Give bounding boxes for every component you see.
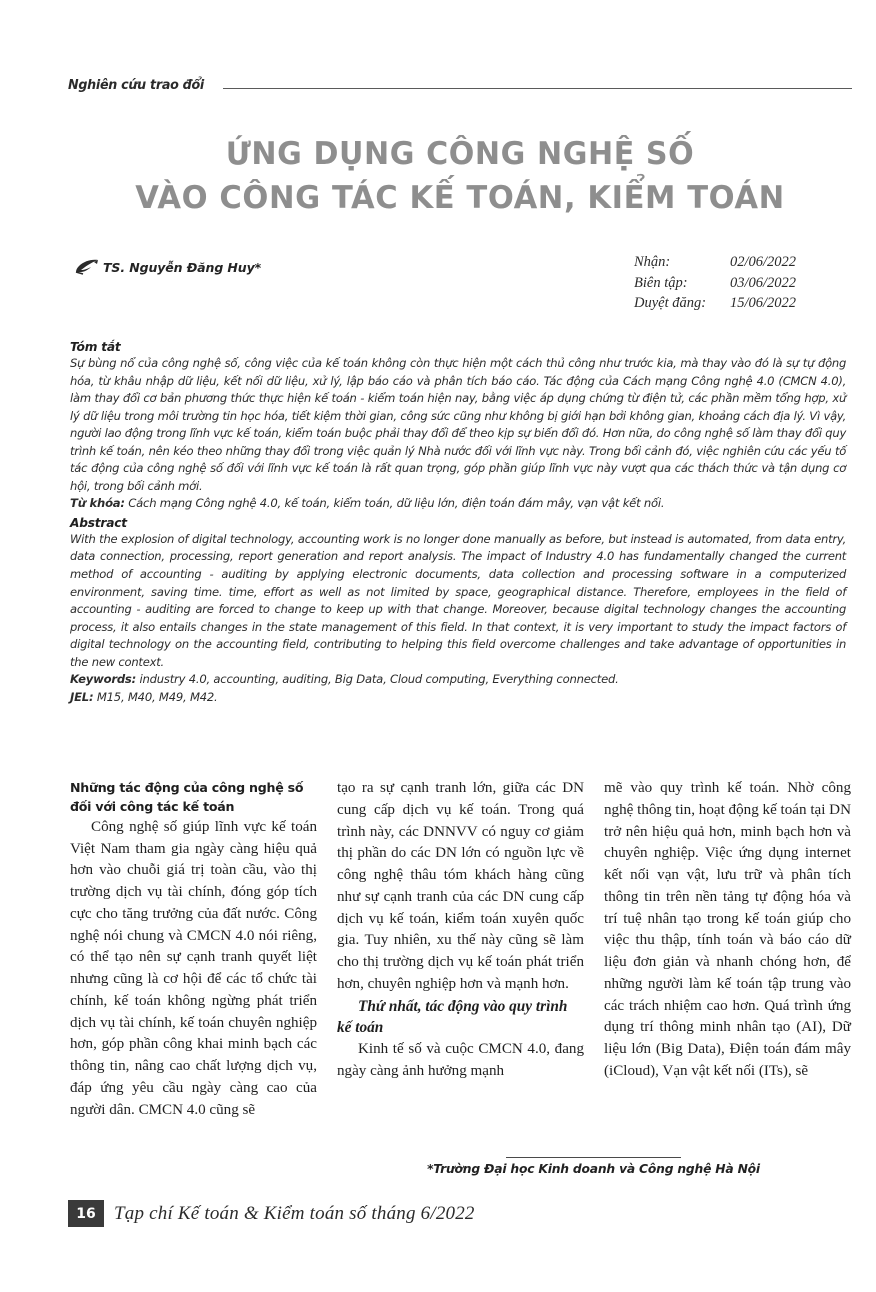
title-line-2: VÀO CÔNG TÁC KẾ TOÁN, KIỂM TOÁN	[135, 180, 785, 216]
author-name: TS. Nguyễn Đăng Huy*	[103, 259, 262, 275]
title-line-1: ỨNG DỤNG CÔNG NGHỆ SỐ	[225, 136, 695, 172]
column-2	[337, 778, 584, 1168]
page-title	[68, 132, 852, 220]
date-label-received: Nhận:	[634, 254, 671, 270]
submission-dates	[634, 252, 844, 314]
abstract-vi-heading: Tóm tắt	[70, 340, 121, 354]
footnote	[337, 1157, 850, 1176]
section-heading: Những tác động của công nghệ số đối với công tác kế toán	[70, 780, 304, 815]
jel-label: JEL:	[70, 689, 94, 704]
keywords-vi-line	[70, 495, 850, 513]
running-head	[68, 74, 852, 96]
column-2-paragraph-1: tạo ra sự cạnh tranh lớn, giữa các DN cung cấp dịch vụ kế toán. Trong quá trình này, các DNNVV có nguy cơ giảm thị phần do các DN lớn có nguồn lực về công nghệ thâu tóm khách hàng cũng như sự cạnh tranh của các DN cung cấp dịch vụ kế toán, kiểm toán xuyên quốc gia. Tuy nhiên, xu thế này cũng sẽ làm cho thị trường dịch vụ kế toán phát triển hơn, chuyên nghiệp hơn và mạnh hơn.	[337, 780, 584, 992]
keywords-vi-value: Cách mạng Công nghệ 4.0, kế toán, kiểm toán, dữ liệu lớn, điện toán đám mây, vạn vật kết nối.	[128, 496, 665, 511]
column-1-paragraph-1: Công nghệ số giúp lĩnh vực kế toán Việt Nam tham gia ngày càng hiệu quả hơn vào chuỗi giá trị toàn cầu, vào thị trường dịch vụ tài chính, đóng góp tích cực cho tăng trưởng của đất nước. Công nghệ nói chung và CMCN 4.0 nói riêng, có thể tạo nên sự cạnh tranh quyết liệt nhưng cũng là cơ hội để các tổ chức tài chính, kế toán không ngừng phát triển dịch vụ tài chính, kế toán chuyên nghiệp hơn, góp phần công khai minh bạch các thông tin, nâng cao chất lượng dịch vụ, đáp ứng yêu cầu ngày càng cao của người dân. CMCN 4.0 cũng sẽ	[70, 818, 317, 1118]
jel-value: M15, M40, M49, M42.	[96, 689, 218, 704]
page-footer	[68, 1200, 852, 1227]
column-3	[604, 778, 851, 1168]
date-label-approved: Duyệt đăng:	[634, 295, 707, 311]
footnote-rule	[506, 1157, 681, 1158]
running-head-label: Nghiên cứu trao đổi	[68, 77, 204, 93]
keywords-en-label: Keywords:	[70, 672, 137, 687]
date-row-edited	[634, 273, 844, 294]
keywords-en-line	[70, 671, 850, 689]
abstract-en-body: With the explosion of digital technology, accounting work is no longer done manually as before, but instead is automated, from data entry, data connection, processing, report generation and report analysis. The impact of Industry 4.0 has fundamentally changed the current method of accounting - auditing by applying electronic documents, data collection and processing software in a computerized environment, saving time. time, effort as well as not limited by space, geographical distance. Therefore, employees in the field of accounting - auditing are forced to change to keep up with that change. Moreover, because digital technology changes the accounting process, it also entails changes in the state management of this field. In that context, it is very important to study the impact factors of digital technology on the accounting field, contributing to helping this field overcome challenges and take advantage of opportunities in the new context.	[70, 531, 847, 669]
date-value-received: 02/06/2022	[730, 254, 797, 270]
abstract-en-heading: Abstract	[70, 515, 127, 530]
running-head-rule	[223, 88, 852, 89]
byline	[74, 258, 261, 276]
abstract-section	[70, 340, 850, 706]
jel-line	[70, 689, 850, 707]
date-row-received	[634, 252, 844, 273]
keywords-vi-label: Từ khóa:	[70, 496, 125, 511]
footnote-text: *Trường Đại học Kinh doanh và Công nghệ Hà Nội	[427, 1162, 760, 1176]
date-value-edited: 03/06/2022	[730, 274, 797, 291]
column-3-paragraph-1: mẽ vào quy trình kế toán. Nhờ công nghệ thông tin, hoạt động kế toán tại DN trở nên hiệu quả hơn, minh bạch hơn và chuyên nghiệp. Việc ứng dụng internet kết nối vạn vật, lưu trữ và phân tích thông tin trên nền tảng tự động hóa và trí tuệ nhân tạo trong kế toán giúp cho việc thu thập, tính toán và báo cáo dữ liệu đơn giản và nhanh chóng hơn, để những người làm kế toán tập trung vào các trách nhiệm cao hơn. Quá trình ứng dụng trí thông minh nhân tạo (AI), Dữ liệu lớn (Big Data), Điện toán đám mây (iCloud), Vạn vật kết nối (ITs), sẽ	[604, 780, 851, 1079]
column-2-subheading: Thứ nhất, tác động vào quy trình kế toán	[337, 997, 568, 1037]
column-1	[70, 778, 317, 1168]
article-body	[70, 778, 852, 1168]
date-row-approved	[634, 293, 844, 314]
keywords-en-value: industry 4.0, accounting, auditing, Big Data, Cloud computing, Everything connected.	[139, 672, 619, 687]
page-number-badge: 16	[68, 1200, 104, 1227]
date-value-approved: 15/06/2022	[730, 295, 797, 311]
date-label-edited: Biên tập:	[634, 274, 688, 291]
abstract-vi-body: Sự bùng nổ của công nghệ số, công việc của kế toán không còn thực hiện một cách thủ công như trước kia, mà thay vào đó là sự tự động hóa, từ khâu nhập dữ liệu, kết nối dữ liệu, xử lý, lập báo cáo và phân tích báo cáo. Tác động của Cách mạng Công nghệ 4.0 (CMCN 4.0), làm thay đổi cơ bản phương thức thực hiện kế toán - kiểm toán hiện nay, bằng việc áp dụng chứng từ điện tử, các phần mềm tổng hợp, xử lý dữ liệu trong môi trường tin học hóa, tiết kiệm thời gian, công sức cũng như không bị giới hạn bởi không gian, khoảng cách địa lý. Vì vậy, người lao động trong lĩnh vực kế toán, kiểm toán buộc phải thay đổi để theo kịp sự biến đổi đó. Hơn nữa, do công nghệ số làm thay đổi quy trình kế toán, nên kéo theo những thay đổi trong việc quản lý Nhà nước đối với lĩnh vực này. Trong bối cảnh đó, việc nghiên cứu các yếu tố tác động của công nghệ số đối với lĩnh vực kế toán là rất quan trọng, góp phần giúp lĩnh vực này vượt qua các thách thức và tận dụng cơ hội, trong bối cảnh mới.	[70, 356, 847, 493]
page-content	[68, 0, 852, 1292]
journal-footer-text: Tạp chí Kế toán & Kiểm toán số tháng 6/2022	[114, 1202, 475, 1224]
quill-pen-icon	[74, 258, 100, 276]
column-2-paragraph-2: Kinh tế số và cuộc CMCN 4.0, đang ngày càng ảnh hưởng mạnh	[337, 1041, 584, 1079]
